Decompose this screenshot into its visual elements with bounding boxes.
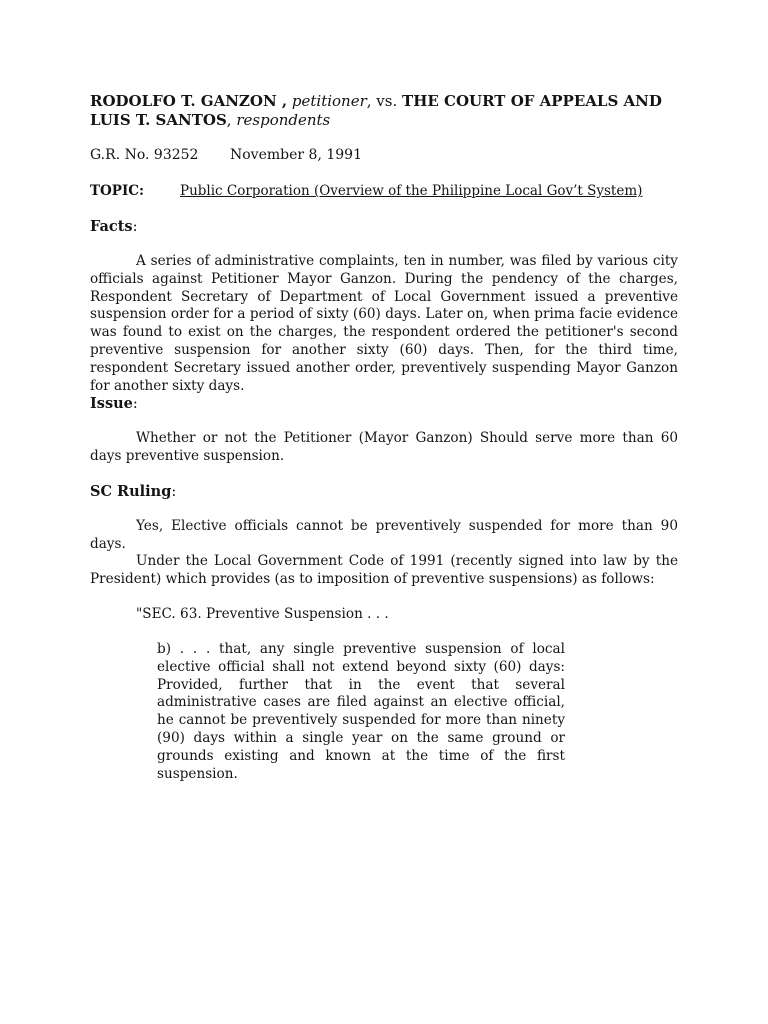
ruling-heading [90, 483, 176, 501]
ruling-heading-text: SC Ruling [90, 483, 172, 500]
issue-heading-colon: : [132, 396, 138, 412]
ruling-answer: Yes, Elective officials cannot be preventively suspended for more than 90 days. [90, 518, 678, 552]
issue-heading-text: Issue [90, 395, 133, 412]
topic-line [90, 182, 643, 200]
versus-text: , vs. [366, 92, 398, 110]
case-caption: RODOLFO T. GANZON , petitioner, vs. THE COURT OF APPEALS AND LUIS T. SANTOS, respondents [90, 92, 662, 129]
ruling-intro: Under the Local Government Code of 1991 (recently signed into law by the President) which provides (as to imposition of preventive suspensions) as follows: [90, 553, 678, 587]
petitioner-name: RODOLFO T. GANZON , [90, 92, 288, 110]
facts-heading-colon: : [132, 219, 138, 235]
case-number-line [90, 146, 362, 164]
case-number: G.R. No. 93252 [90, 147, 199, 163]
section-heading: "SEC. 63. Preventive Suspension . . . [136, 606, 389, 622]
section-quote: b) . . . that, any single preventive suspension of local elective official shall not extend beyond sixty (60) days: Provided, further that in the event that several administrative cases are filed against an elective official, he cannot be preventively suspended for more than ninety (90) days within a single year on the same ground or grounds existing and known at the time of the first suspension. [157, 641, 565, 782]
facts-heading-text: Facts [90, 218, 133, 235]
topic-label: TOPIC: [90, 183, 144, 199]
facts-paragraph: A series of administrative complaints, ten in number, was filed by various city officials against Petitioner Mayor Ganzon. During the pendency of the charges, Respondent Secretary of Department of Local Government issued a preventive suspension order for a period of sixty (60) days. Later on, when prima facie evidence was found to exist on the charges, the respondent ordered the petitioner's second preventive suspension for another sixty (60) days. Then, for the third time, respondent Secretary issued another order, preventively suspending Mayor Ganzon for another sixty days. [90, 253, 678, 394]
facts-heading [90, 218, 137, 236]
petitioner-role: petitioner [291, 92, 367, 110]
respondent-court: THE COURT OF APPEALS AND [402, 92, 662, 110]
respondent-role: respondents [236, 111, 331, 129]
issue-heading [90, 395, 138, 413]
ruling-heading-colon: : [171, 484, 177, 500]
case-date: November 8, 1991 [230, 147, 362, 163]
respondent-name: LUIS T. SANTOS [90, 111, 227, 129]
issue-paragraph: Whether or not the Petitioner (Mayor Ganzon) Should serve more than 60 days preventive suspension. [90, 430, 678, 464]
topic-value: Public Corporation (Overview of the Philippine Local Gov’t System) [180, 183, 643, 199]
